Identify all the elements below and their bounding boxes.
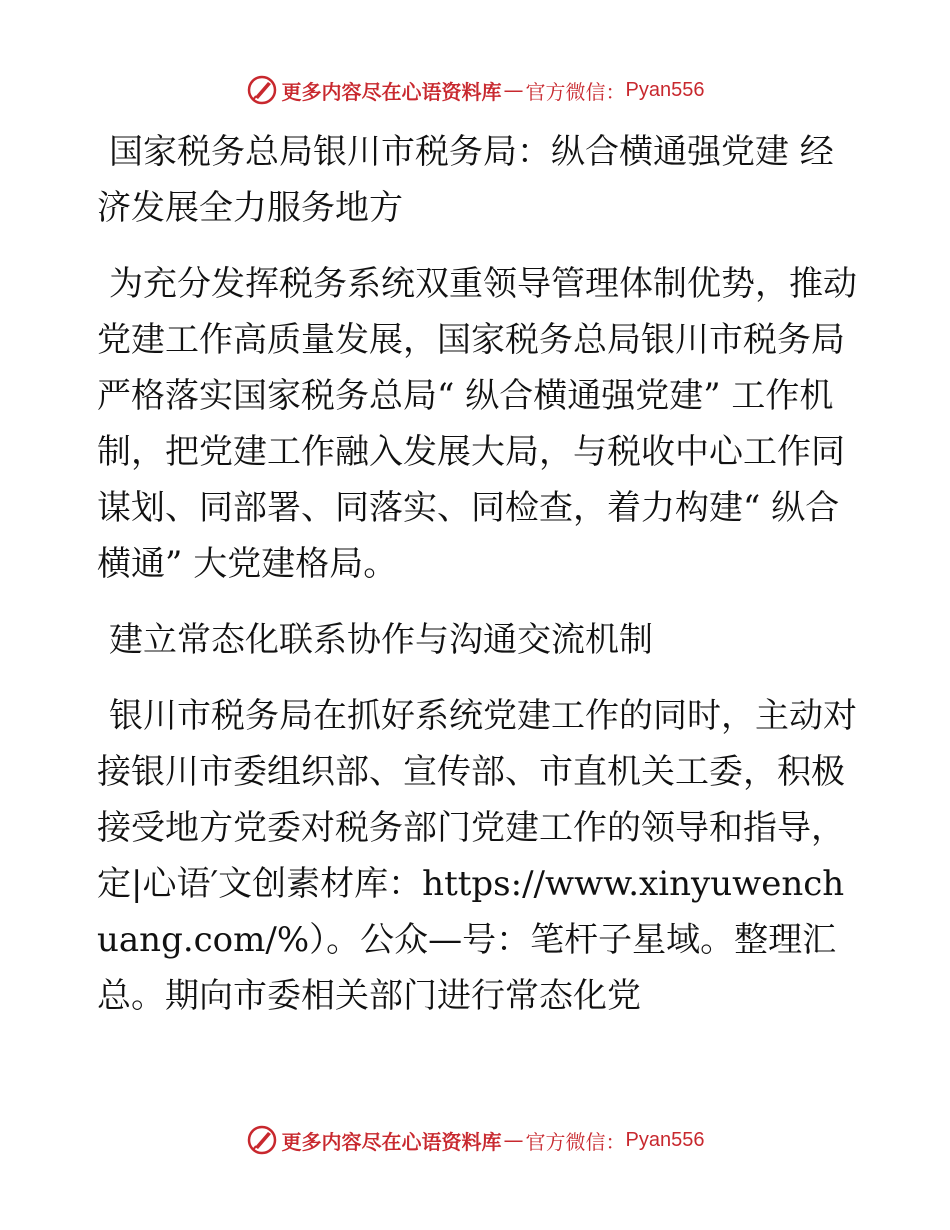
watermark-wechat-label: 官方微信： bbox=[525, 1129, 626, 1154]
quill-circle-icon bbox=[246, 1124, 278, 1156]
document-title: 国家税务总局银川市税务局：纵合横通强党建 经济发展全力服务地方 bbox=[97, 132, 834, 228]
watermark-wechat-label: 官方微信： bbox=[525, 79, 626, 104]
section-heading: 建立常态化联系协作与沟通交流机制 bbox=[109, 620, 653, 660]
watermark-wechat-id: Pyan556 bbox=[625, 78, 705, 101]
watermark-brand: 更多内容尽在心语资料库 bbox=[281, 1129, 502, 1154]
watermark-brand: 更多内容尽在心语资料库 bbox=[281, 79, 502, 104]
watermark-wechat-id: Pyan556 bbox=[625, 1128, 705, 1151]
quill-circle-icon bbox=[246, 74, 278, 106]
watermark-separator: — bbox=[503, 78, 524, 102]
footer-watermark bbox=[0, 1120, 950, 1160]
document-body bbox=[97, 124, 857, 1024]
paragraph-body: 银川市税务局在抓好系统党建工作的同时，主动对接银川市委组织部、宣传部、市直机关工委，积极接受地方党委对税务部门党建工作的领导和指导，定|心语′文创素材库：https://www.xinyuwenchuang.com/%）。公众—号：笔杆子星域。整理汇总。期向市委相关部门进行常态化党 bbox=[97, 696, 857, 1016]
watermark-separator: — bbox=[503, 1128, 524, 1152]
header-watermark bbox=[0, 70, 950, 110]
paragraph-intro: 为充分发挥税务系统双重领导管理体制优势，推动党建工作高质量发展，国家税务总局银川市税务局严格落实国家税务总局“ 纵合横通强党建” 工作机制，把党建工作融入发展大局，与税收中心工作同谋划、同部署、同落实、同检查，着力构建“ 纵合横通” 大党建格局。 bbox=[97, 264, 857, 584]
